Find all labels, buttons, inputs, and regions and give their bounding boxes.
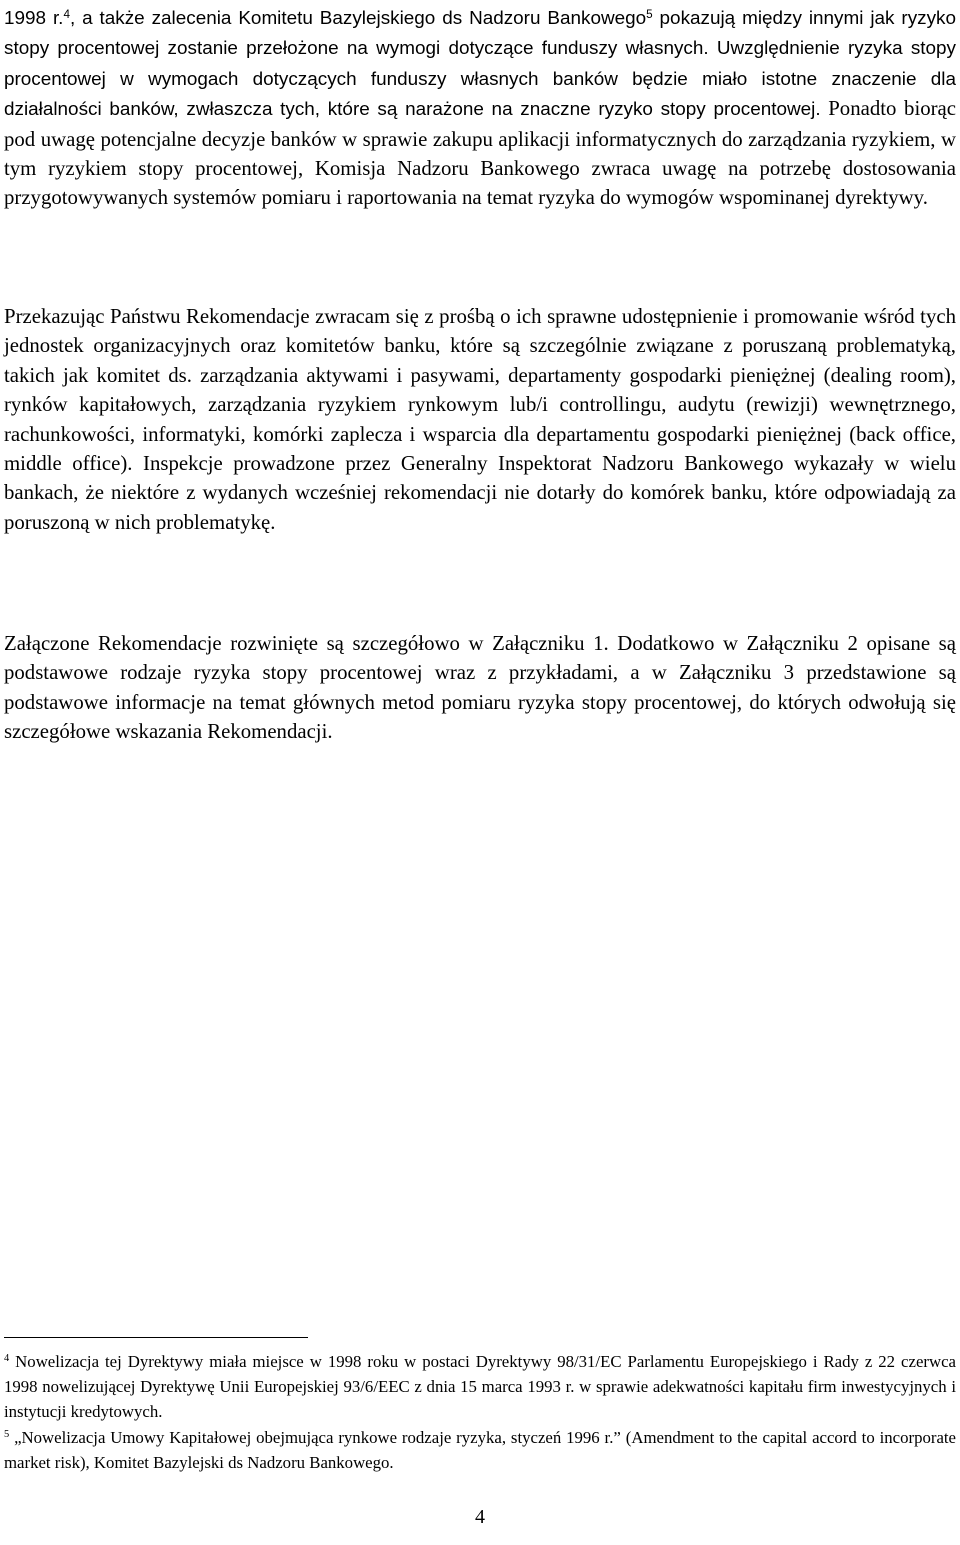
paragraph-1 — [4, 3, 956, 213]
paragraph-2: Przekazując Państwu Rekomendacje zwracam się z prośbą o ich sprawne udostępnienie i promowanie wśród tych jednostek organizacyjnych oraz komitetów banku, które są szczególnie związane z poruszaną problematyką, takich jak komitet ds. zarządzania aktywami i pasywami, departamenty gospodarki pieniężnej (dealing room), rynków kapitałowych, zarządzania ryzykiem rynkowym lub/i controllingu, audytu (rewizji) wewnętrznego, rachunkowości, informatyki, komórki zaplecza i wsparcia dla departamentu gospodarki pieniężnej (back office, middle office). Inspekcje prowadzone przez Generalny Inspektorat Nadzoru Bankowego wykazały w wielu bankach, że niektóre z wydanych wcześniej rekomendacji nie dotarły do komórek banku, które odpowiadają za poruszoną w nich problematykę. — [4, 305, 956, 534]
footnote-separator — [4, 1337, 308, 1338]
page-number: 4 — [475, 1506, 485, 1528]
footnote-5-text: „Nowelizacja Umowy Kapitałowej obejmująca rynkowe rodzaje ryzyka, styczeń 1996 r.” (Amendment to the capital accord to incorporate market risk), Komitet Bazylejski ds Nadzoru Bankowego. — [4, 1428, 956, 1472]
paragraph-1-requirements-text: pokazują między innymi jak ryzyko stopy procentowej zostanie przełożone na wymogi dotyczące funduszy własnych. Uwzględnienie ryzyka stopy procentowej w wymogach dotyczących funduszy własnych banków będzie miało istotne znaczenie dla działalności banków, zwłaszcza tych, które są narażone na znaczne ryzyko stopy procentowej. — [4, 8, 956, 121]
paragraph-3: Załączone Rekomendacje rozwinięte są szczegółowo w Załączniku 1. Dodatkowo w Załączniku 2 opisane są podstawowe rodzaje ryzyka stopy procentowej wraz z przykładami, a w Załączniku 3 przedstawione są podstawowe informacje na temat głównych metod pomiaru ryzyka stopy procentowej, do których odwołują się szczegółowe wskazania Rekomendacji. — [4, 632, 956, 744]
paragraph-1-start-text: 1998 r. — [4, 8, 64, 29]
footnote-ref-5[interactable]: 5 — [646, 7, 653, 21]
footnote-4-text: Nowelizacja tej Dyrektywy miała miejsce w 1998 roku w postaci Dyrektywy 98/31/EC Parlamentu Europejskiego i Rady z 22 czerwca 1998 nowelizującej Dyrektywę Unii Europejskiej 93/6/EEC z dnia 15 marca 1993 r. w sprawie adekwatności kapitału firm inwestycyjnych i instytucji kredytowych. — [4, 1352, 956, 1421]
paragraph-1-run-a — [4, 8, 956, 120]
document-page — [4, 0, 956, 1545]
paragraph-1-systems-text: Ponadto biorąc pod uwagę potencjalne decyzje banków w sprawie zakupu aplikacji informatycznych do zarządzania ryzykiem, w tym ryzykiem stopy procentowej, Komisja Nadzoru Bankowego zwraca uwagę na potrzebę dostosowania przygotowywanych systemów pomiaru i raportowania na temat ryzyka do wymogów wspominanej dyrektywy. — [4, 97, 957, 210]
footnote-5 — [4, 1426, 956, 1476]
footnote-5-number: 5 — [4, 1429, 10, 1441]
paragraph-1-commission-text: , a także zalecenia Komitetu Bazylejskiego ds Nadzoru Bankowego — [69, 8, 647, 29]
footnote-4-number: 4 — [4, 1353, 10, 1365]
footnote-4 — [4, 1350, 956, 1424]
footnote-ref-4[interactable]: 4 — [63, 7, 70, 21]
